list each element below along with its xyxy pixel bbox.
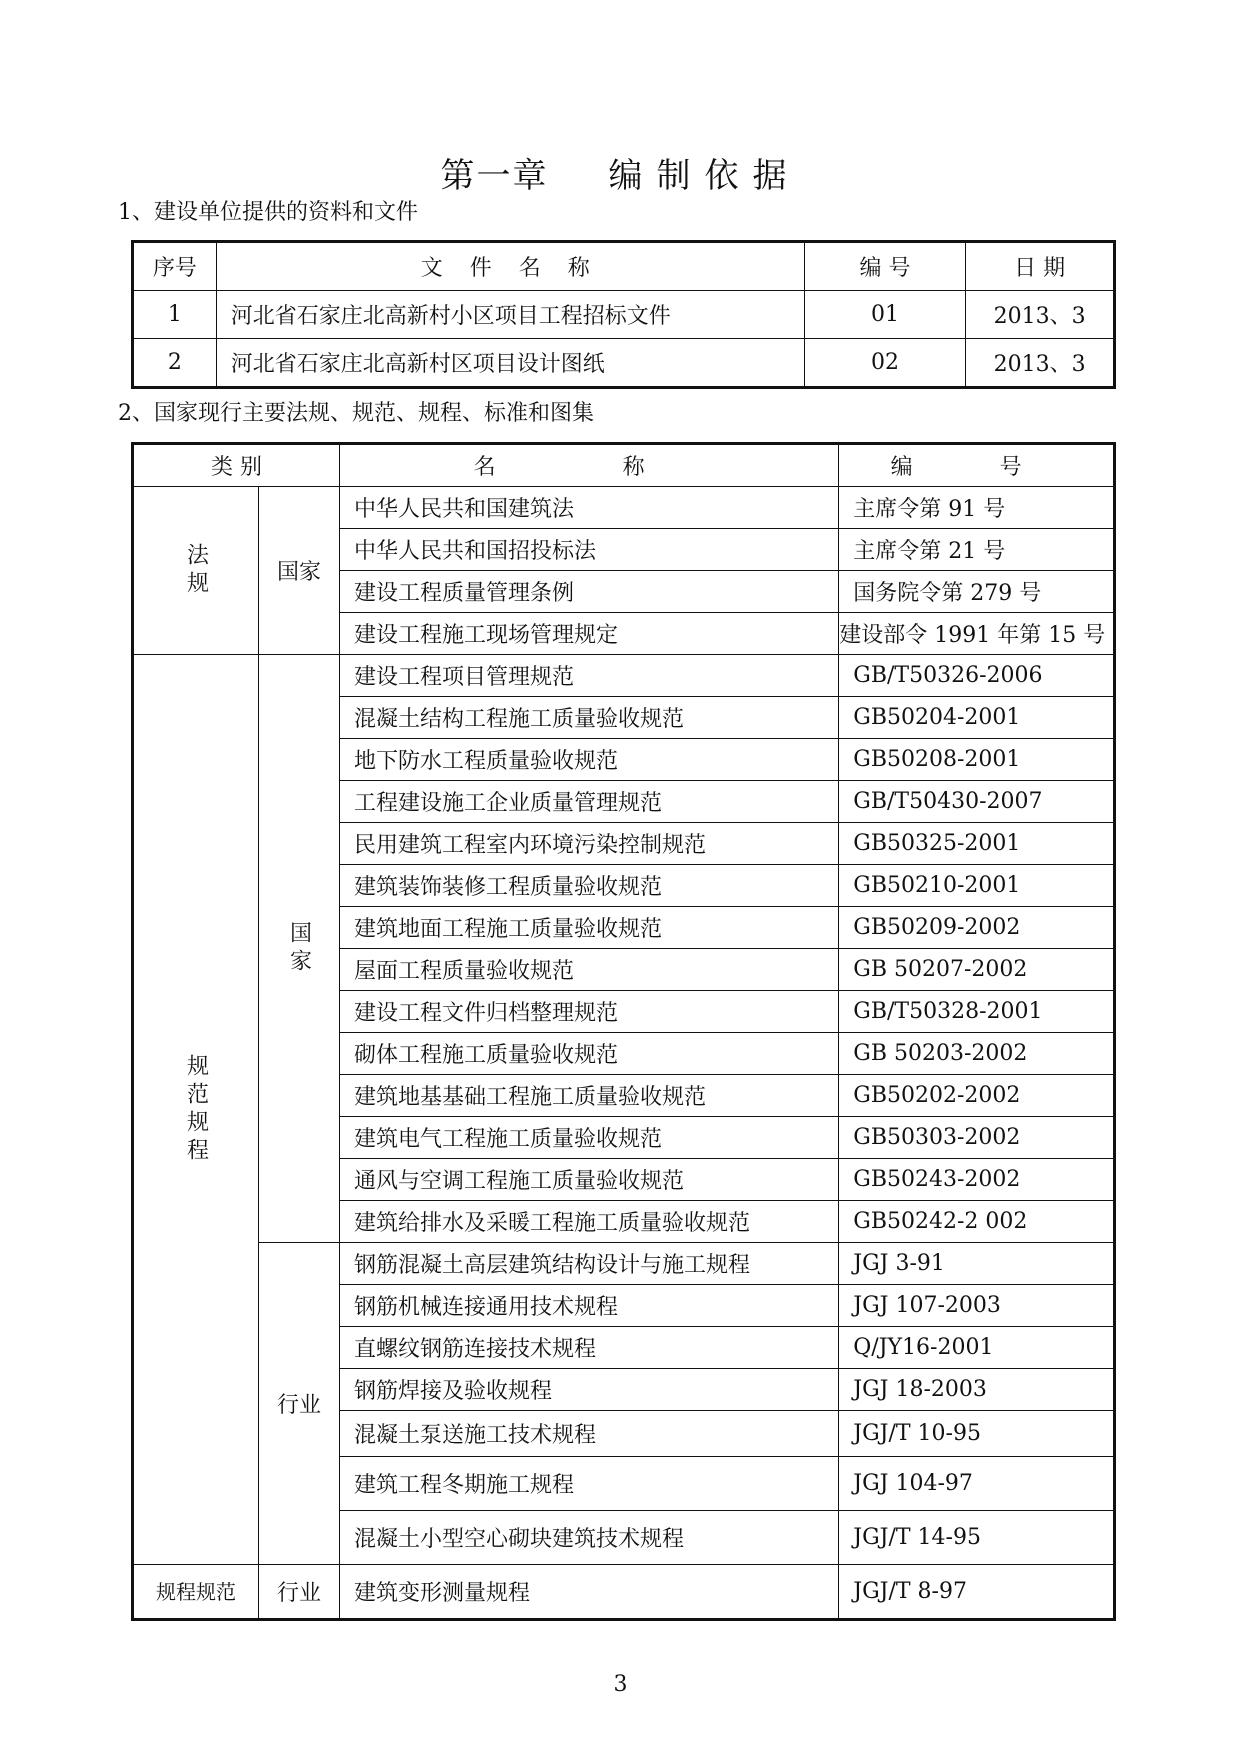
cell-code: 国务院令第 279 号 — [839, 571, 1115, 613]
cell-code: GB50202-2002 — [839, 1075, 1115, 1117]
cell-code: GB50208-2001 — [839, 739, 1115, 781]
cell-name: 直螺纹钢筋连接技术规程 — [340, 1327, 839, 1369]
cell-name: 屋面工程质量验收规范 — [340, 949, 839, 991]
header-date: 日 期 — [966, 242, 1115, 291]
cell-name: 河北省石家庄北高新村小区项目工程招标文件 — [216, 291, 804, 339]
cell-no: 2 — [133, 339, 217, 388]
cell-name: 民用建筑工程室内环境污染控制规范 — [340, 823, 839, 865]
table-header-row — [133, 444, 1115, 487]
table-row — [133, 1565, 1115, 1620]
header-code: 编 号 — [839, 444, 1115, 487]
documents-table — [131, 240, 1116, 389]
cell-name: 建筑地面工程施工质量验收规范 — [340, 907, 839, 949]
header-code: 编 号 — [804, 242, 966, 291]
cell-name: 地下防水工程质量验收规范 — [340, 739, 839, 781]
cell-code: JGJ 107-2003 — [839, 1285, 1115, 1327]
cell-name: 混凝土小型空心砌块建筑技术规程 — [340, 1511, 839, 1565]
regulations-table — [131, 442, 1116, 1621]
cell-name: 钢筋机械连接通用技术规程 — [340, 1285, 839, 1327]
section2-heading: 2、国家现行主要法规、规范、规程、标准和图集 — [118, 401, 594, 426]
cell-name: 混凝土结构工程施工质量验收规范 — [340, 697, 839, 739]
cell-code: JGJ/T 8-97 — [839, 1565, 1115, 1620]
cell-code: GB/T50328-2001 — [839, 991, 1115, 1033]
cell-name: 砌体工程施工质量验收规范 — [340, 1033, 839, 1075]
cell-code: JGJ/T 10-95 — [839, 1411, 1115, 1457]
table-header-row — [133, 242, 1115, 291]
cell-code: GB50303-2002 — [839, 1117, 1115, 1159]
table-row — [133, 487, 1115, 529]
cell-code: GB50242-2 002 — [839, 1201, 1115, 1243]
category-standards: 规范规程 — [133, 655, 259, 1565]
category-last: 规程规范 — [133, 1565, 259, 1620]
cell-name: 建筑变形测量规程 — [340, 1565, 839, 1620]
cell-name: 中华人民共和国建筑法 — [340, 487, 839, 529]
cell-code: 建设部令 1991 年第 15 号 — [839, 613, 1115, 655]
cell-name: 混凝土泵送施工技术规程 — [340, 1411, 839, 1457]
subcategory-industry: 行业 — [259, 1565, 340, 1620]
cell-code: JGJ/T 14-95 — [839, 1511, 1115, 1565]
cell-name: 建筑电气工程施工质量验收规范 — [340, 1117, 839, 1159]
cell-name: 建筑地基基础工程施工质量验收规范 — [340, 1075, 839, 1117]
cell-no: 1 — [133, 291, 217, 339]
cell-code: 主席令第 91 号 — [839, 487, 1115, 529]
cell-name: 钢筋混凝土高层建筑结构设计与施工规程 — [340, 1243, 839, 1285]
cell-name: 建筑给排水及采暖工程施工质量验收规范 — [340, 1201, 839, 1243]
cell-code: GB/T50326-2006 — [839, 655, 1115, 697]
cell-code: JGJ 104-97 — [839, 1457, 1115, 1511]
cell-date: 2013、3 — [966, 291, 1115, 339]
section1-heading: 1、建设单位提供的资料和文件 — [118, 200, 418, 225]
cell-name: 通风与空调工程施工质量验收规范 — [340, 1159, 839, 1201]
chapter-name: 编制依据 — [608, 156, 801, 196]
cell-code: GB50209-2002 — [839, 907, 1115, 949]
cell-code: 02 — [804, 339, 966, 388]
subcategory-national: 国家 — [259, 655, 340, 1243]
cell-date: 2013、3 — [966, 339, 1115, 388]
cell-code: JGJ 3-91 — [839, 1243, 1115, 1285]
cell-code: GB 50203-2002 — [839, 1033, 1115, 1075]
cell-code: 主席令第 21 号 — [839, 529, 1115, 571]
header-name: 文 件 名 称 — [216, 242, 804, 291]
page-title — [0, 148, 1241, 197]
subcategory-national: 国家 — [259, 487, 340, 655]
cell-code: GB50204-2001 — [839, 697, 1115, 739]
header-category: 类 别 — [133, 444, 340, 487]
cell-code: 01 — [804, 291, 966, 339]
cell-code: GB 50207-2002 — [839, 949, 1115, 991]
cell-name: 建设工程文件归档整理规范 — [340, 991, 839, 1033]
cell-name: 工程建设施工企业质量管理规范 — [340, 781, 839, 823]
cell-name: 建设工程施工现场管理规定 — [340, 613, 839, 655]
category-laws: 法规 — [133, 487, 259, 655]
cell-name: 中华人民共和国招投标法 — [340, 529, 839, 571]
cell-code: GB50325-2001 — [839, 823, 1115, 865]
cell-name: 建设工程项目管理规范 — [340, 655, 839, 697]
cell-name: 河北省石家庄北高新村区项目设计图纸 — [216, 339, 804, 388]
chapter-label: 第一章 — [440, 156, 549, 196]
table-row — [133, 339, 1115, 388]
table-row — [133, 1243, 1115, 1285]
cell-code: GB50210-2001 — [839, 865, 1115, 907]
header-name: 名 称 — [340, 444, 839, 487]
cell-name: 建设工程质量管理条例 — [340, 571, 839, 613]
cell-code: Q/JY16-2001 — [839, 1327, 1115, 1369]
cell-code: JGJ 18-2003 — [839, 1369, 1115, 1411]
cell-code: GB/T50430-2007 — [839, 781, 1115, 823]
table-row — [133, 655, 1115, 697]
header-no: 序号 — [133, 242, 217, 291]
cell-name: 建筑装饰装修工程质量验收规范 — [340, 865, 839, 907]
page-number: 3 — [613, 1672, 628, 1697]
cell-code: GB50243-2002 — [839, 1159, 1115, 1201]
subcategory-industry: 行业 — [259, 1243, 340, 1565]
cell-name: 钢筋焊接及验收规程 — [340, 1369, 839, 1411]
table-row — [133, 291, 1115, 339]
cell-name: 建筑工程冬期施工规程 — [340, 1457, 839, 1511]
